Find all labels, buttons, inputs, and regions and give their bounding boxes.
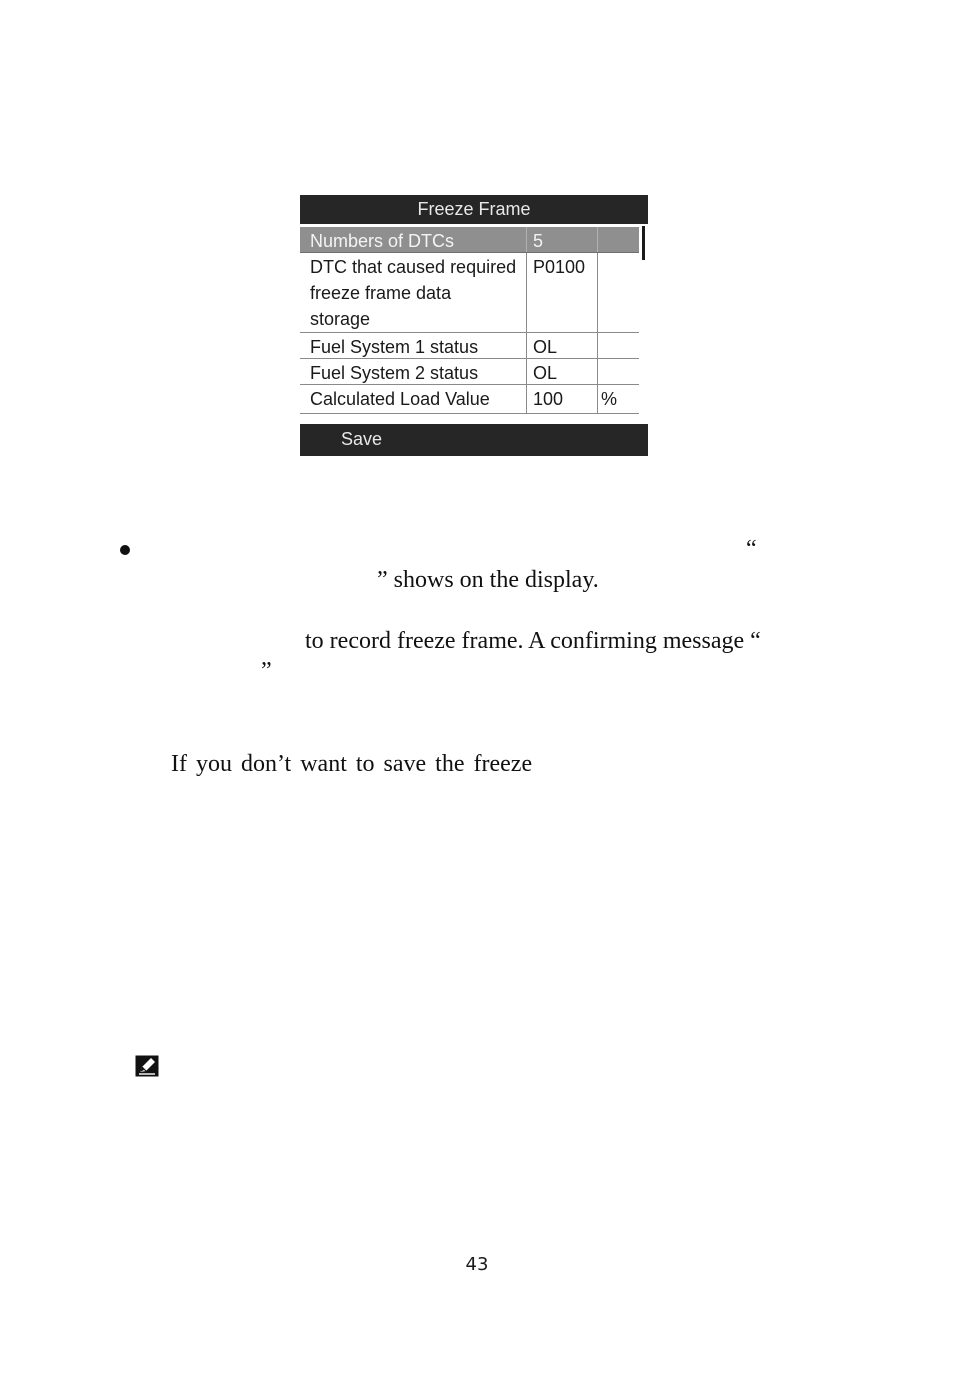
- row-value: OL: [527, 333, 598, 358]
- row-name: Fuel System 1 status: [300, 333, 527, 358]
- screen-footer: [300, 424, 648, 456]
- row-name: [300, 253, 527, 332]
- row-unit: [598, 359, 639, 384]
- row-name: Fuel System 2 status: [300, 359, 527, 384]
- freeze-frame-table: [300, 224, 648, 419]
- row-name: Numbers of DTCs: [300, 227, 527, 252]
- open-quote: “: [746, 536, 757, 562]
- table-row-dtc-freeze-frame[interactable]: [300, 253, 639, 333]
- row-name-line-2: freeze frame data: [310, 283, 452, 303]
- row-value: OL: [527, 359, 598, 384]
- body-line-record: to record freeze frame. A confirming message “: [305, 628, 761, 654]
- row-name-line-3: storage: [310, 309, 371, 329]
- row-value: 100: [527, 385, 598, 413]
- row-name: Calculated Load Value: [300, 385, 527, 413]
- pencil-note-icon: [135, 1055, 159, 1077]
- row-value: P0100: [527, 253, 598, 332]
- row-value: 5: [527, 227, 598, 252]
- freeze-frame-screen: [300, 195, 648, 456]
- screen-title: Freeze Frame: [300, 195, 648, 224]
- row-unit: [598, 227, 639, 252]
- scrollbar-thumb[interactable]: [642, 226, 645, 260]
- table-row-numbers-of-dtcs[interactable]: [300, 227, 639, 253]
- bullet-dot-icon: [120, 545, 130, 555]
- row-name-line-1: DTC that caused required: [310, 257, 517, 277]
- scrollbar[interactable]: [639, 224, 648, 419]
- body-line-display: ” shows on the display.: [377, 567, 599, 593]
- table-row-calculated-load[interactable]: [300, 385, 639, 414]
- table-row-fuel-system-1[interactable]: [300, 333, 639, 359]
- save-button[interactable]: Save: [341, 429, 383, 449]
- body-line-freeze: If you don’t want to save the freeze: [171, 751, 533, 777]
- row-unit: [598, 333, 639, 358]
- close-quote: ”: [261, 658, 272, 684]
- row-unit: [598, 253, 639, 332]
- table-row-fuel-system-2[interactable]: [300, 359, 639, 385]
- page-number: 43: [465, 1254, 489, 1275]
- row-unit: %: [601, 389, 618, 409]
